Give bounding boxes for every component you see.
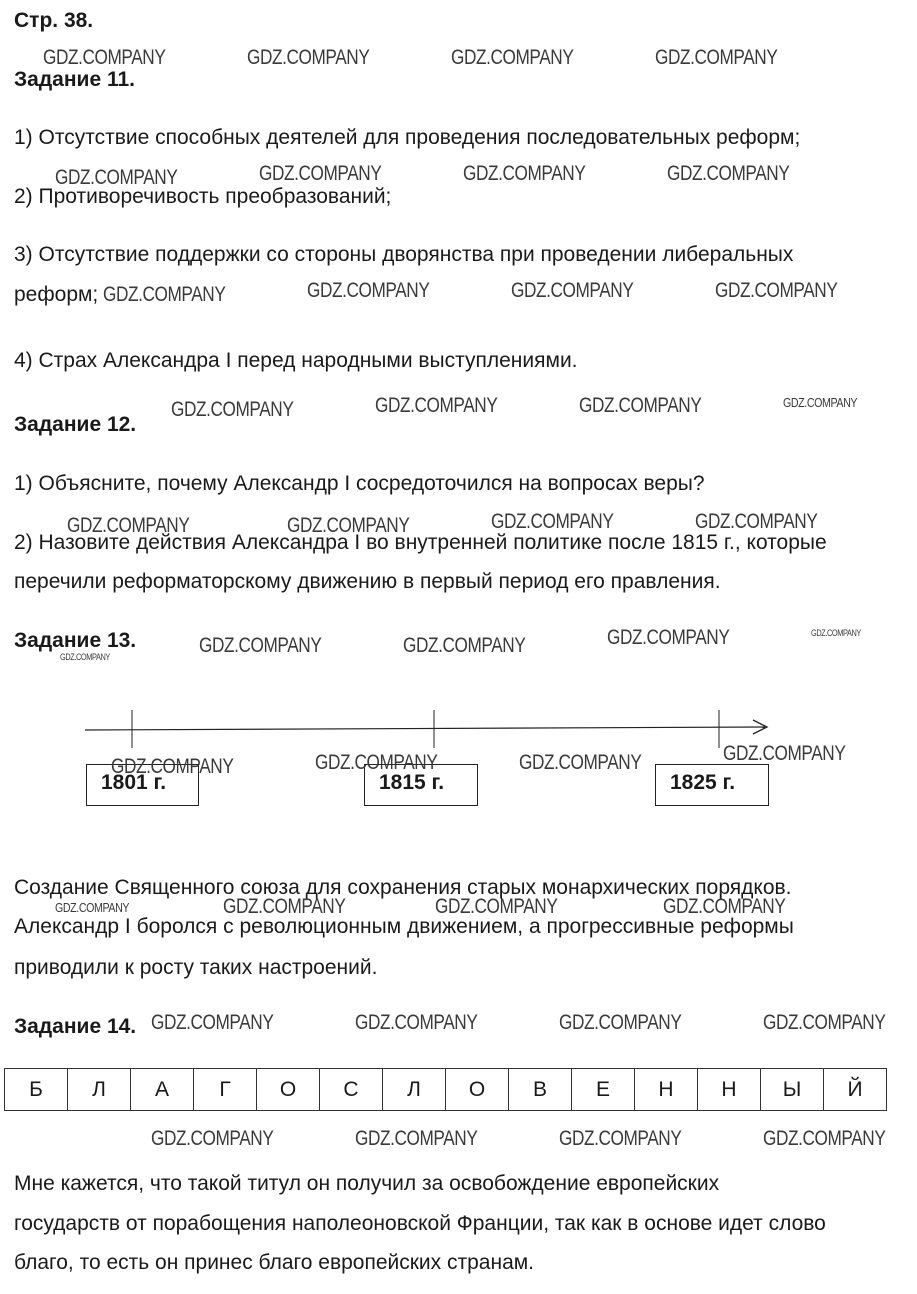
timeline-label-1801: 1801 г. [86,764,199,806]
task12-item-1: 1) Объясните, почему Александр I сосредоточился на вопросах веры? [14,472,705,495]
watermark: GDZ.COMPANY [811,628,861,638]
watermark: GDZ.COMPANY [43,46,166,69]
watermark: GDZ.COMPANY [511,279,634,302]
watermark: GDZ.COMPANY [247,46,370,69]
letter-cell: А [131,1069,194,1111]
letter-cell: Ы [761,1069,824,1111]
letter-cell: Й [824,1069,887,1111]
watermark: GDZ.COMPANY [259,162,382,185]
letter-cell: О [446,1069,509,1111]
task11-item-2: 2) Противоречивость преобразований; [14,185,392,208]
watermark: GDZ.COMPANY [103,283,226,306]
watermark: GDZ.COMPANY [403,634,526,657]
task14-title: Задание 14. [14,1015,137,1038]
watermark: GDZ.COMPANY [763,1011,886,1034]
watermark: GDZ.COMPANY [223,895,346,918]
task14-text-3: благо, то есть он принес благо европейских странам. [14,1251,535,1274]
task11-item-3-cont: реформ; [14,283,99,306]
watermark: GDZ.COMPANY [663,895,786,918]
letter-cell: Е [572,1069,635,1111]
letter-cell: Н [698,1069,761,1111]
watermark: GDZ.COMPANY [715,279,838,302]
watermark: GDZ.COMPANY [783,395,858,410]
watermark: GDZ.COMPANY [111,755,234,778]
watermark: GDZ.COMPANY [151,1127,274,1150]
task13-text-3: приводили к росту таких настроений. [14,956,378,979]
watermark: GDZ.COMPANY [60,652,110,662]
task13-text-2: Александр I боролся с революционным движением, а прогрессивные реформы [14,915,794,938]
watermark: GDZ.COMPANY [287,514,410,537]
watermark: GDZ.COMPANY [579,394,702,417]
watermark: GDZ.COMPANY [151,1011,274,1034]
task13-text-1: Создание Священного союза для сохранения старых монархических порядков. [14,876,792,899]
watermark: GDZ.COMPANY [519,751,642,774]
task11-title: Задание 11. [14,68,135,91]
watermark: GDZ.COMPANY [667,162,790,185]
letter-cell: В [509,1069,572,1111]
page-number: Стр. 38. [14,9,94,32]
watermark: GDZ.COMPANY [199,634,322,657]
letter-cell: Г [194,1069,257,1111]
letter-cell: Л [383,1069,446,1111]
watermark: GDZ.COMPANY [315,751,438,774]
timeline-axis [85,727,765,730]
watermark: GDZ.COMPANY [451,46,574,69]
watermark: GDZ.COMPANY [559,1011,682,1034]
watermark: GDZ.COMPANY [355,1127,478,1150]
task12-item-2-cont: перечили реформаторскому движению в первый период его правления. [14,570,721,593]
watermark: GDZ.COMPANY [171,398,294,421]
task11-item-4: 4) Страх Александра I перед народными выступлениями. [14,349,578,372]
task12-title: Задание 12. [14,413,137,436]
watermark: GDZ.COMPANY [307,279,430,302]
task11-item-1: 1) Отсутствие способных деятелей для проведения последовательных реформ; [14,126,801,149]
watermark: GDZ.COMPANY [559,1127,682,1150]
watermark: GDZ.COMPANY [695,510,818,533]
task11-item-3: 3) Отсутствие поддержки со стороны дворянства при проведении либеральных [14,243,794,266]
watermark: GDZ.COMPANY [67,514,190,537]
watermark: GDZ.COMPANY [55,166,178,189]
task13-title: Задание 13. [14,629,137,652]
watermark: GDZ.COMPANY [55,900,130,915]
watermark: GDZ.COMPANY [607,626,730,649]
letter-grid [4,1068,887,1111]
letter-cell: Б [5,1069,68,1111]
timeline-label-1825: 1825 г. [655,764,769,806]
task14-text-2: государств от порабощения наполеоновской Франции, так как в основе идет слово [14,1212,826,1235]
task14-text-1: Мне кажется, что такой титул он получил за освобождение европейских [14,1172,720,1195]
letter-cell: О [257,1069,320,1111]
watermark: GDZ.COMPANY [463,162,586,185]
timeline-label-1815: 1815 г. [364,764,478,806]
watermark: GDZ.COMPANY [763,1127,886,1150]
watermark: GDZ.COMPANY [655,46,778,69]
letter-cell: Л [68,1069,131,1111]
watermark: GDZ.COMPANY [435,895,558,918]
watermark: GDZ.COMPANY [491,510,614,533]
watermark: GDZ.COMPANY [723,742,846,765]
letter-cell: Н [635,1069,698,1111]
watermark: GDZ.COMPANY [375,394,498,417]
letter-cell: С [320,1069,383,1111]
watermark: GDZ.COMPANY [355,1011,478,1034]
task12-item-2: 2) Назовите действия Александра I во внутренней политике после 1815 г., которые [14,531,827,554]
